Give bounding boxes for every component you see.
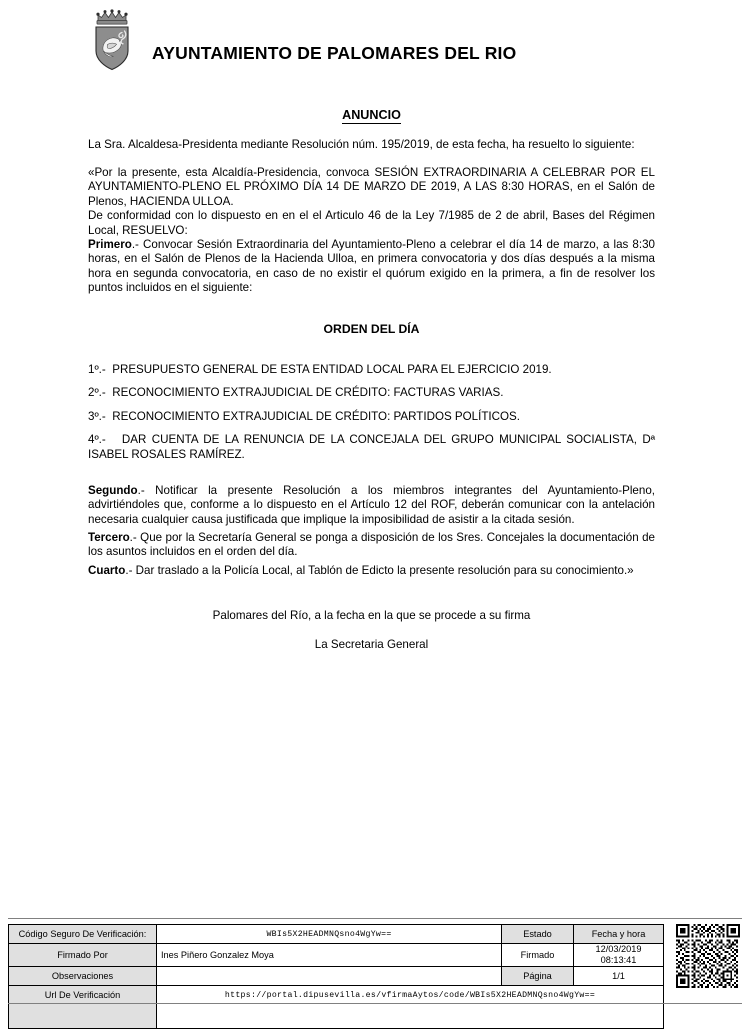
- csv-value: WBIs5X2HEADMNQsno4WgYw==: [157, 925, 502, 944]
- table-row: [9, 986, 664, 1029]
- convocatoria-block: [88, 166, 655, 238]
- estado-value: Firmado: [502, 944, 574, 967]
- verification-url-value[interactable]: https://portal.dipusevilla.es/vfirmaAytos/code/WBIs5X2HEADMNQsno4WgYw==: [157, 986, 664, 1029]
- signed-by-label: Firmado Por: [9, 944, 157, 967]
- table-row: [9, 967, 664, 986]
- signed-by-value: Ines Piñero Gonzalez Moya: [157, 944, 502, 967]
- qr-code-icon: [676, 924, 740, 988]
- agenda-item-number: 4º.-: [88, 433, 106, 447]
- segundo-label: Segundo: [88, 484, 138, 497]
- conformidad-paragraph: De conformidad con lo dispuesto en en el el Articulo 46 de la Ley 7/1985 de 2 de abril, Bases del Régimen Local, RESUELVO:: [88, 209, 655, 237]
- agenda-item-number: 2º.-: [88, 386, 106, 400]
- agenda-list: [88, 363, 655, 462]
- primero-text: .- Convocar Sesión Extraordinaria del Ayuntamiento-Pleno a celebrar el día 14 de marzo, a las 8:30 horas, en el Salón de Plenos de la Hacienda Ulloa, en primera convocatoria y dos días después a la misma hora en segunda convocatoria, en caso de no existir el quórum exigido en la primera, a fin de resolver los puntos incluidos en el siguiente:: [88, 238, 655, 295]
- agenda-item-number: 1º.-: [88, 363, 106, 376]
- observations-value: [157, 967, 502, 986]
- agenda-item-text: PRESUPUESTO GENERAL DE ESTA ENTIDAD LOCAL PARA EL EJERCICIO 2019.: [112, 363, 552, 376]
- tercero-text: .- Que por la Secretaría General se ponga a disposición de los Sres. Concejales la documentación de los asuntos incluidos en el orden del día.: [88, 531, 655, 559]
- tercero-paragraph: [88, 531, 655, 560]
- list-item: [88, 410, 655, 424]
- signature-role: La Secretaria General: [314, 638, 429, 651]
- pagina-label: Página: [502, 967, 574, 986]
- estado-label: Estado: [502, 925, 574, 944]
- agenda-item-text: DAR CUENTA DE LA RENUNCIA DE LA CONCEJALA DEL GRUPO MUNICIPAL SOCIALISTA, Dª ISABEL ROSALES RAMÍREZ.: [88, 433, 656, 461]
- fecha-hora-value: 12/03/2019 08:13:41: [574, 944, 664, 967]
- table-row: [9, 925, 664, 944]
- verification-table: [8, 924, 664, 1029]
- cuarto-paragraph: [88, 564, 655, 578]
- cuarto-label: Cuarto: [88, 564, 126, 577]
- footer-divider-bottom: [8, 1003, 742, 1004]
- verification-url-label: Url De Verificación: [9, 986, 157, 1029]
- list-item: [88, 386, 655, 400]
- signature-place: Palomares del Río, a la fecha en la que se procede a su firma: [212, 609, 531, 622]
- agenda-item-text: RECONOCIMIENTO EXTRAJUDICIAL DE CRÉDITO: PARTIDOS POLÍTICOS.: [112, 409, 520, 423]
- agenda-item-text: RECONOCIMIENTO EXTRAJUDICIAL DE CRÉDITO: FACTURAS VARIAS.: [112, 386, 504, 400]
- organization-title: AYUNTAMIENTO DE PALOMARES DEL RIO: [152, 43, 517, 63]
- document-header: [0, 0, 750, 80]
- list-item: [88, 433, 655, 462]
- page-title: [88, 108, 655, 122]
- primero-label: Primero: [88, 238, 132, 251]
- footer-divider-top: [8, 918, 742, 919]
- agenda-item-number: 3º.-: [88, 409, 106, 423]
- intro-paragraph: La Sra. Alcaldesa-Presidenta mediante Resolución núm. 195/2019, de esta fecha, ha resuelto lo siguiente:: [88, 138, 635, 151]
- observations-label: Observaciones: [9, 967, 157, 986]
- csv-label: Código Seguro De Verificación:: [9, 925, 157, 944]
- orden-del-dia-heading: ORDEN DEL DÍA: [323, 322, 420, 336]
- pagina-value: 1/1: [574, 967, 664, 986]
- segundo-paragraph: [88, 484, 655, 527]
- list-item: [88, 363, 655, 377]
- coat-of-arms-dove-shield-crown-icon: [88, 4, 144, 72]
- validation-footer: [0, 918, 750, 1005]
- table-row: [9, 944, 664, 967]
- tercero-label: Tercero: [88, 531, 130, 544]
- page-title-text: ANUNCIO: [342, 108, 401, 122]
- convocatoria-paragraph: «Por la presente, esta Alcaldía-Presidencia, convoca SESIÓN EXTRAORDINARIA A CELEBRAR POR EL AYUNTAMIENTO-PLENO EL PRÓXIMO DÍA 14 DE MARZO DE 2019, A LAS 8:30 HORAS, en el Salón de Plenos, HACIENDA ULLOA.: [88, 166, 655, 208]
- fecha-hora-label: Fecha y hora: [574, 925, 664, 944]
- primero-paragraph: [88, 238, 655, 296]
- cuarto-text: .- Dar traslado a la Policía Local, al Tablón de Edicto la presente resolución para su conocimiento.»: [125, 564, 634, 577]
- segundo-text: .- Notificar la presente Resolución a los miembros integrantes del Ayuntamiento-Pleno, advirtiéndoles que, conforme a lo dispuesto en el Artículo 12 del ROF, deberán comunicar con la antelación necesaria cualquier causa justificada que implique la imposibilidad de asistir a la citada sesión.: [88, 484, 655, 526]
